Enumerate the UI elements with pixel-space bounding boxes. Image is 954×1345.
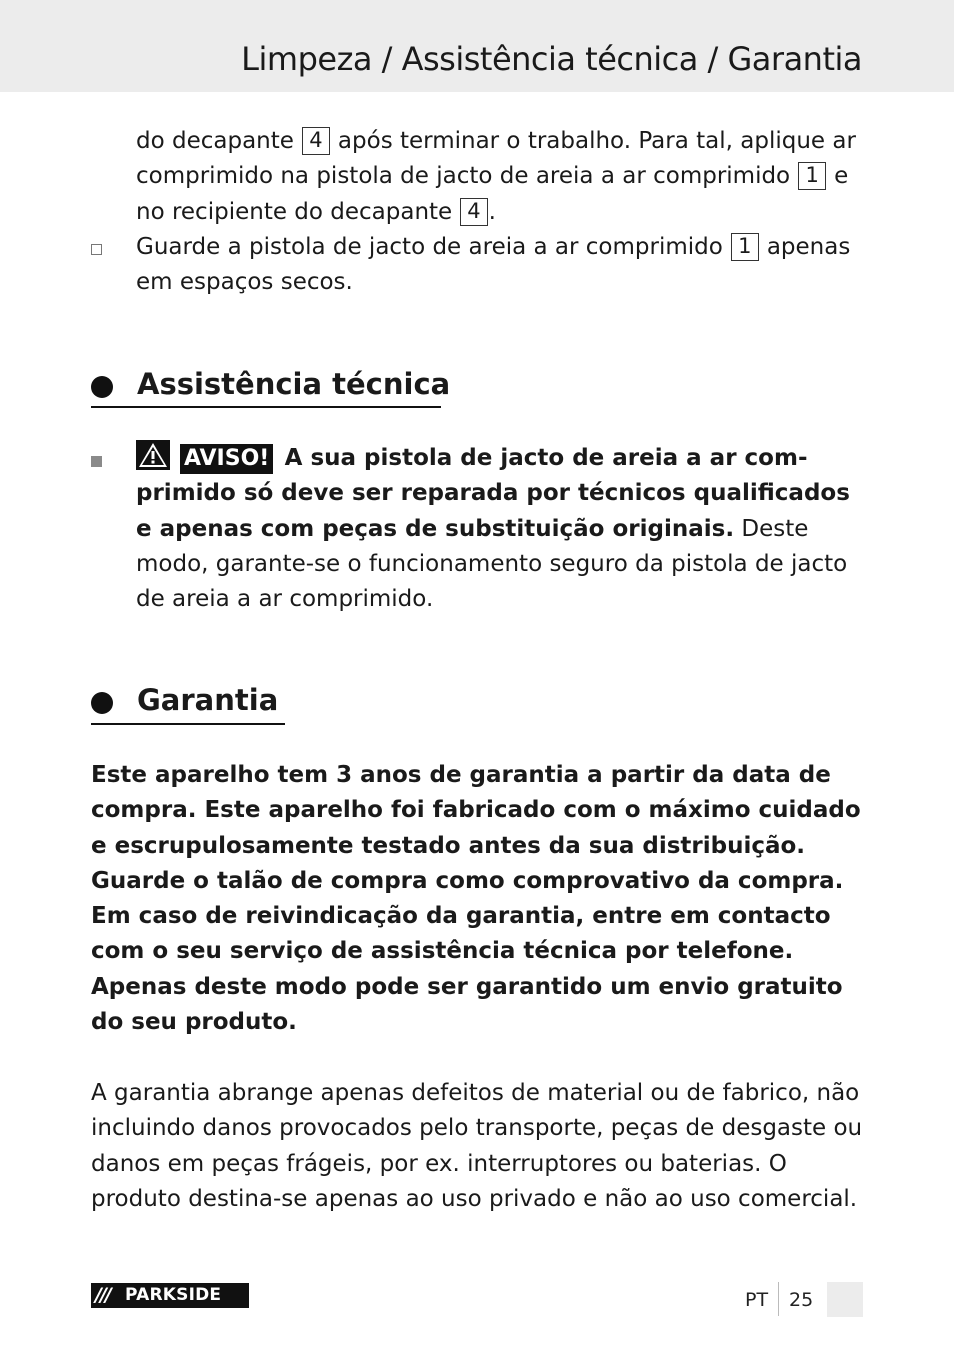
storage-text-2: apenas em espaços secos.	[136, 234, 851, 296]
warning-bold-text: A sua pistola de jacto de areia a ar comprimido só deve ser reparada por técnicos qualificados e apenas com peças de substituição originais.	[136, 445, 850, 542]
logo-text: PARKSIDE	[125, 1285, 222, 1305]
warranty-heading: Garantia	[137, 683, 279, 717]
page-number: 25	[789, 1289, 814, 1311]
storage-text-1: Guarde a pistola de jacto de areia a ar comprimido	[136, 234, 723, 260]
part-reference-4: 4	[302, 127, 329, 155]
part-reference-1b: 1	[731, 233, 758, 261]
warning-block	[136, 440, 871, 617]
warranty-paragraph: A garantia abrange apenas defeitos de material ou de fabrico, não incluindo danos provocados pelo transporte, peças de desgaste ou danos em peças frágeis, por ex. interruptores ou baterias. O produto destina-se apenas ao uso privado e não ao uso comercial.	[91, 1080, 863, 1212]
section-dot	[91, 376, 113, 398]
parkside-logo	[91, 1283, 249, 1308]
logo-slashes: ///	[95, 1284, 110, 1306]
part-reference-1: 1	[798, 162, 825, 190]
heading-underline	[91, 406, 441, 408]
continuation-text-1: do decapante	[136, 128, 294, 154]
cleaning-continuation	[136, 124, 871, 230]
footer-tab-box	[827, 1282, 863, 1317]
warning-label: AVISO!	[180, 444, 273, 474]
square-bullet	[91, 456, 102, 467]
storage-item	[136, 230, 871, 301]
warning-text: Deste modo, garante-se o funcionamento seguro da pistola de jacto de areia a ar comprimido.	[136, 515, 848, 613]
language-code: PT	[745, 1289, 769, 1311]
warning-triangle-icon	[136, 440, 170, 470]
continuation-text-3: e no recipiente do decapante	[136, 163, 849, 225]
warranty-bold-paragraph: Este aparelho tem 3 anos de garantia a partir da data de compra. Este aparelho foi fabricado com o máximo cuidado e escrupulosamente testado antes da sua distribuição. Guarde o talão de compra como comprovativo da compra. Em caso de reivindicação da garantia, entre em contacto com o seu serviço de assistência técnica por telefone. Apenas deste modo pode ser garantido um envio gratuito do seu produto.	[91, 762, 861, 1036]
section-dot-warranty	[91, 692, 113, 714]
continuation-text-4: .	[488, 198, 496, 225]
checkbox-bullet	[91, 244, 102, 255]
footer-divider	[778, 1282, 779, 1316]
continuation-text-2: após terminar o trabalho. Para tal, aplique ar comprimido na pistola de jacto de areia a ar comprimido	[136, 128, 856, 190]
part-reference-4b: 4	[460, 198, 487, 226]
service-heading: Assistência técnica	[137, 367, 451, 401]
heading-underline-warranty	[91, 723, 285, 725]
page-title: Limpeza / Assistência técnica / Garantia	[241, 40, 862, 78]
